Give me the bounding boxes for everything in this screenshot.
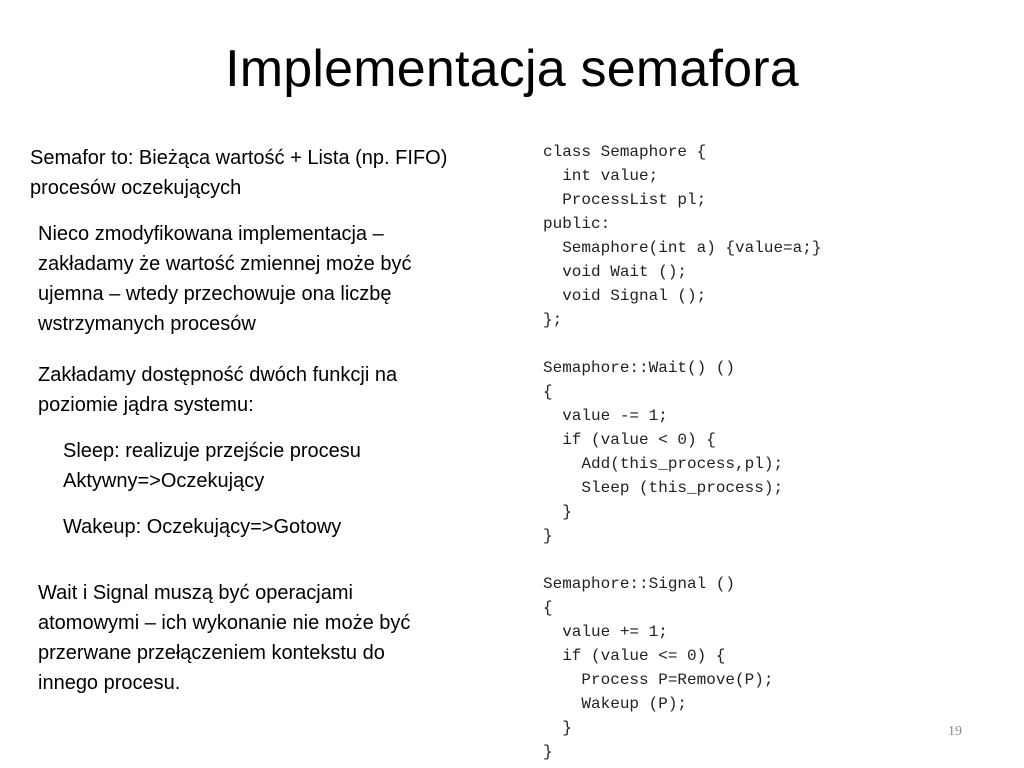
code-line: }: [543, 743, 553, 761]
slide-title: Implementacja semafora: [225, 40, 799, 98]
paragraph-atomic-operations: Wait i Signal muszą być operacjami atomowymi – ich wykonanie nie może być przerwane przełączeniem kontekstu do innego procesu.: [38, 582, 411, 694]
code-line: if (value <= 0) {: [543, 647, 726, 665]
paragraph-semaphore-definition: Semafor to: Bieżąca wartość + Lista (np. FIFO) procesów oczekujących: [30, 147, 448, 199]
code-line: }: [543, 527, 553, 545]
code-line: [543, 332, 1003, 356]
slide-page-number: 19: [948, 724, 962, 739]
code-line: void Wait ();: [543, 263, 688, 281]
code-line: [543, 548, 1003, 572]
code-line: int value;: [543, 167, 659, 185]
code-line: value += 1;: [543, 623, 668, 641]
code-line: void Signal ();: [543, 287, 707, 305]
slide-text-body: [30, 143, 520, 698]
paragraph-modified-implementation: Nieco zmodyfikowana implementacja – zakładamy że wartość zmiennej może być ujemna – wtedy przechowuje ona liczbę wstrzymanych procesów: [38, 223, 412, 335]
code-line: class Semaphore {: [543, 143, 707, 161]
code-line: Add(this_process,pl);: [543, 455, 784, 473]
code-line: };: [543, 311, 563, 329]
code-line: public:: [543, 215, 611, 233]
code-line: }: [543, 719, 572, 737]
code-line: Semaphore::Signal (): [543, 575, 736, 593]
code-line: Sleep (this_process);: [543, 479, 784, 497]
code-line: Semaphore::Wait() (): [543, 359, 736, 377]
paragraph-sleep-function: Sleep: realizuje przejście procesu Aktywny=>Oczekujący: [63, 440, 361, 492]
paragraph-kernel-functions: Zakładamy dostępność dwóch funkcji na poziomie jądra systemu:: [38, 364, 398, 416]
paragraph-wakeup-function: Wakeup: Oczekujący=>Gotowy: [63, 516, 342, 538]
code-line: }: [543, 503, 572, 521]
code-line: ProcessList pl;: [543, 191, 707, 209]
code-line: {: [543, 599, 553, 617]
code-line: if (value < 0) {: [543, 431, 716, 449]
code-listing: [543, 140, 1003, 764]
code-line: {: [543, 383, 553, 401]
code-line: Wakeup (P);: [543, 695, 688, 713]
code-line: Semaphore(int a) {value=a;}: [543, 239, 822, 257]
code-line: value -= 1;: [543, 407, 668, 425]
code-line: Process P=Remove(P);: [543, 671, 774, 689]
